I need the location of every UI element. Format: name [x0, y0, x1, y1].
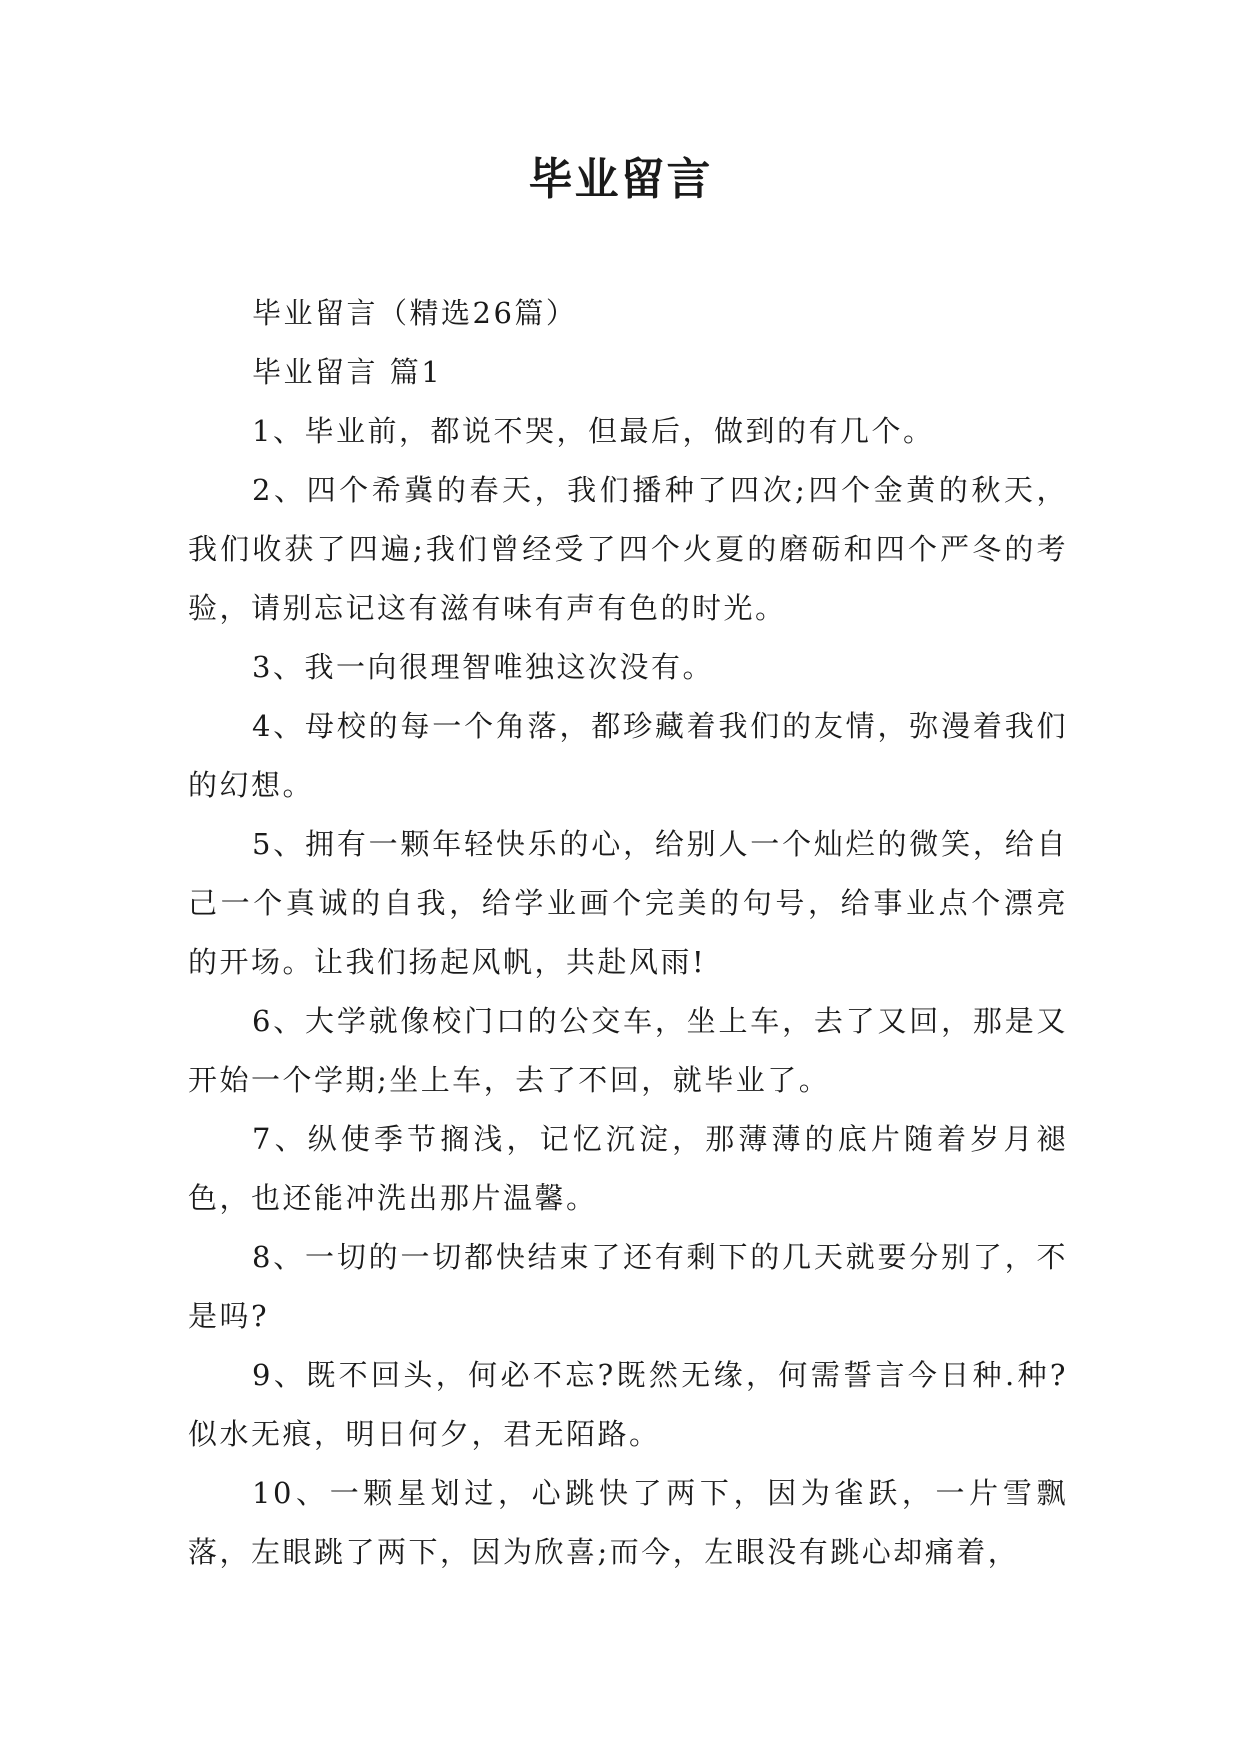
paragraph-item-4: 4、母校的每一个角落，都珍藏着我们的友情，弥漫着我们的幻想。 [188, 709, 1068, 802]
paragraph-item-10: 10、一颗星划过，心跳快了两下，因为雀跃，一片雪飘落，左眼跳了两下，因为欣喜;而今，左眼没有跳心却痛着， [188, 1476, 1068, 1569]
paragraph-item-1: 1、毕业前，都说不哭，但最后，做到的有几个。 [252, 414, 935, 448]
paragraph-item-9: 9、既不回头，何必不忘?既然无缘，何需誓言今日种.种?似水无痕，明日何夕，君无陌路。 [188, 1358, 1068, 1451]
paragraph-item-5: 5、拥有一颗年轻快乐的心，给别人一个灿烂的微笑，给自己一个真诚的自我，给学业画个完美的句号，给事业点个漂亮的开场。让我们扬起风帆，共赴风雨! [188, 827, 1068, 979]
paragraph-item-6: 6、大学就像校门口的公交车，坐上车，去了又回，那是又开始一个学期;坐上车，去了不回，就毕业了。 [188, 1004, 1068, 1097]
paragraph-subtitle: 毕业留言（精选26篇） [252, 296, 578, 330]
document-body [188, 284, 1068, 1582]
paragraph-item-8: 8、一切的一切都快结束了还有剩下的几天就要分别了，不是吗? [188, 1240, 1068, 1333]
paragraph-item-7: 7、纵使季节搁浅，记忆沉淀，那薄薄的底片随着岁月褪色，也还能冲洗出那片温馨。 [188, 1122, 1068, 1215]
paragraph-item-3: 3、我一向很理智唯独这次没有。 [252, 650, 714, 684]
paragraph-section-heading: 毕业留言 篇1 [252, 355, 443, 389]
paragraph-item-2: 2、四个希冀的春天，我们播种了四次;四个金黄的秋天，我们收获了四遍;我们曾经受了四个火夏的磨砺和四个严冬的考验，请别忘记这有滋有味有声有色的时光。 [188, 473, 1068, 625]
document-title: 毕业留言 [528, 154, 713, 205]
